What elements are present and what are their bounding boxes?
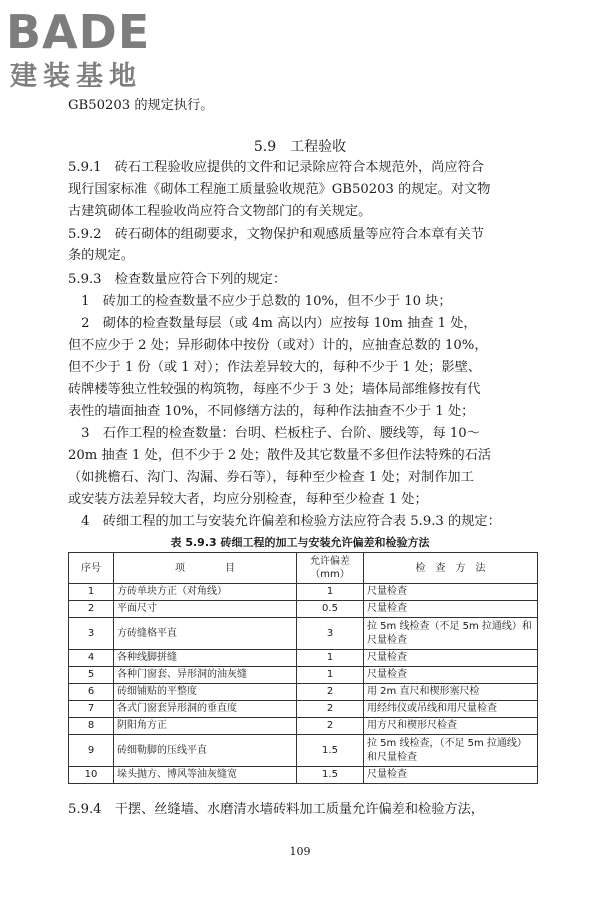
cell-method: 用方尺和楔形尺检查 (364, 718, 538, 735)
text-line: 条的规定。 (68, 248, 134, 263)
cell-method: 用 2m 直尺和楔形塞尺检 (364, 684, 538, 701)
text-line: 现行国家标准《砌体工程施工质量验收规范》GB50203 的规定。对文物 (68, 182, 491, 197)
cell-tolerance: 1 (297, 584, 364, 601)
cell-item: 平面尺寸 (114, 601, 297, 618)
text-line: 20m 抽查 1 处，但不少于 2 处；散件及其它数量不多但作法特殊的石活 (68, 448, 492, 463)
cell-tolerance: 1.5 (297, 735, 364, 767)
cell-item: 砖细勒脚的压线平直 (114, 735, 297, 767)
after-table-line: 5.9.4 干摆、丝缝墙、水磨清水墙砖料加工质量允许偏差和检验方法， (68, 802, 484, 817)
header-no: 序号 (69, 553, 114, 584)
table-row (69, 618, 538, 650)
logo-subtitle: 建装基地 (10, 61, 142, 92)
cell-method: 拉 5m 线检查（不足 5m 拉通线）和尺量检查 (364, 618, 538, 650)
cell-item: 方砖缝格平直 (114, 618, 297, 650)
table-row (69, 650, 538, 667)
cell-no: 1 (69, 584, 114, 601)
cell-no: 2 (69, 601, 114, 618)
header-item: 项 目 (114, 553, 297, 584)
cell-tolerance: 1 (297, 667, 364, 684)
text-line: 砖牌楼等独立性较强的构筑物，每座不少于 3 处；墙体局部维修按有代 (68, 382, 481, 397)
cell-method: 尺量检查 (364, 650, 538, 667)
page-number: 109 (289, 845, 311, 858)
table-row (69, 584, 538, 601)
cell-tolerance: 3 (297, 618, 364, 650)
table-row (69, 684, 538, 701)
cell-item: 各种门窗套、异形洞的油灰缝 (114, 667, 297, 684)
text-line: 但不少于 1 份（或 1 对）；作法差异较大的，每种不少于 1 处；影壁、 (68, 360, 481, 375)
cell-no: 3 (69, 618, 114, 650)
table-row (69, 601, 538, 618)
table-row (69, 701, 538, 718)
cell-item: 阴阳角方正 (114, 718, 297, 735)
cell-tolerance: 2 (297, 684, 364, 701)
cell-item: 垛头抛方、博风等油灰缝宽 (114, 767, 297, 784)
intro-line: GB50203 的规定执行。 (68, 98, 214, 113)
cell-no: 5 (69, 667, 114, 684)
text-line: 或安装方法差异较大者，均应分别检查，每种至少检查 1 处； (68, 492, 428, 507)
header-method: 检 查 方 法 (364, 553, 538, 584)
text-line: 古建筑砌体工程验收尚应符合文物部门的有关规定。 (68, 204, 372, 219)
cell-tolerance: 1 (297, 650, 364, 667)
cell-no: 10 (69, 767, 114, 784)
cell-tolerance: 0.5 (297, 601, 364, 618)
table-row (69, 718, 538, 735)
brand-logo (6, 6, 176, 106)
cell-item: 各种线脚拼缝 (114, 650, 297, 667)
text-line: 5.9.3 检查数量应符合下列的规定： (68, 272, 287, 287)
cell-item: 各式门窗套异形洞的垂直度 (114, 701, 297, 718)
cell-tolerance: 2 (297, 718, 364, 735)
cell-no: 4 (69, 650, 114, 667)
logo-wordmark: BADE (6, 5, 151, 59)
text-line: 3 石作工程的检查数量：台明、栏板柱子、台阶、腰线等，每 10～ (68, 426, 480, 441)
header-tolerance-line1: 允许偏差 (310, 556, 350, 567)
section-title: 5.9 工程验收 (253, 139, 347, 155)
cell-method: 用经纬仪或吊线和用尺量检查 (364, 701, 538, 718)
text-line: 1 砖加工的检查数量不应少于总数的 10%，但不少于 10 块； (68, 294, 452, 309)
cell-no: 9 (69, 735, 114, 767)
text-line: 但不应少于 2 处；异形砌体中按份（或对）计的，应抽查总数的 10%， (68, 338, 488, 353)
tolerance-table (68, 552, 538, 784)
header-tolerance-line2: （mm） (310, 569, 350, 580)
text-line: （如挑檐石、沟门、沟漏、券石等），每种至少检查 1 处；对制作加工 (68, 470, 474, 485)
cell-tolerance: 1.5 (297, 767, 364, 784)
text-line: 4 砖细工程的加工与安装允许偏差和检验方法应符合表 5.9.3 的规定： (68, 514, 501, 529)
cell-no: 6 (69, 684, 114, 701)
cell-method: 尺量检查 (364, 767, 538, 784)
text-line: 2 砌体的检查数量每层（或 4m 高以内）应按每 10m 抽查 1 处， (68, 316, 477, 331)
table-row (69, 667, 538, 684)
cell-method: 拉 5m 线检查，（不足 5m 拉通线）和尺量检查 (364, 735, 538, 767)
cell-method: 尺量检查 (364, 601, 538, 618)
cell-no: 7 (69, 701, 114, 718)
table-caption: 表 5.9.3 砖细工程的加工与安装允许偏差和检验方法 (170, 536, 430, 549)
table-row (69, 735, 538, 767)
cell-item: 砖细铺贴的平整度 (114, 684, 297, 701)
cell-method: 尺量检查 (364, 584, 538, 601)
text-line: 表性的墙面抽查 10%，不同修缮方法的，每种作法抽查不少于 1 处； (68, 404, 475, 419)
cell-item: 方砖单块方正（对角线） (114, 584, 297, 601)
text-line: 5.9.1 砖石工程验收应提供的文件和记录除应符合本规范外，尚应符合 (68, 160, 484, 175)
header-tolerance (297, 553, 364, 584)
table-header-row (69, 553, 538, 584)
text-line: 5.9.2 砖石砌体的组砌要求，文物保护和观感质量等应符合本章有关节 (68, 227, 484, 242)
cell-tolerance: 2 (297, 701, 364, 718)
cell-method: 尺量检查 (364, 667, 538, 684)
cell-no: 8 (69, 718, 114, 735)
table-row (69, 767, 538, 784)
